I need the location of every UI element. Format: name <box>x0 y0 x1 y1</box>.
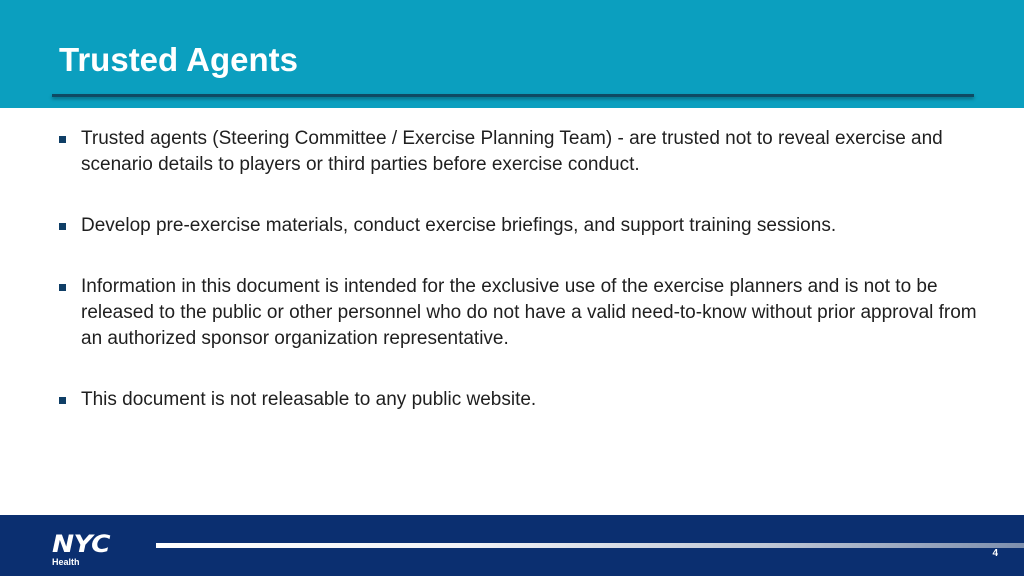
bullet-text: Information in this document is intended for the exclusive use of the exercise planners and is not to be released to the public or other personnel who do not have a valid need-to-know without prior approval from an authorized sponsor organization representative. <box>81 276 977 349</box>
bullet-text: This document is not releasable to any public website. <box>81 389 537 410</box>
nyc-health-logo <box>52 531 146 571</box>
title-bar <box>0 0 1024 108</box>
bullet-item <box>58 274 978 352</box>
bullet-text: Trusted agents (Steering Committee / Exercise Planning Team) - are trusted not to reveal exercise and scenario details to players or third parties before exercise conduct. <box>81 128 943 175</box>
bullet-list <box>58 126 978 448</box>
logo-wordmark: NYC <box>52 530 111 558</box>
bullet-item <box>58 126 978 178</box>
logo-department: Health <box>52 557 80 567</box>
footer-divider <box>156 543 1024 548</box>
bullet-item <box>58 387 978 413</box>
square-bullet-icon <box>59 284 66 291</box>
bullet-item <box>58 213 978 239</box>
square-bullet-icon <box>59 223 66 230</box>
page-number: 4 <box>992 548 998 559</box>
title-divider <box>52 94 974 97</box>
footer-bar <box>0 515 1024 576</box>
square-bullet-icon <box>59 136 66 143</box>
bullet-text: Develop pre-exercise materials, conduct exercise briefings, and support training sessions. <box>81 215 837 236</box>
square-bullet-icon <box>59 397 66 404</box>
slide-title: Trusted Agents <box>59 41 298 78</box>
